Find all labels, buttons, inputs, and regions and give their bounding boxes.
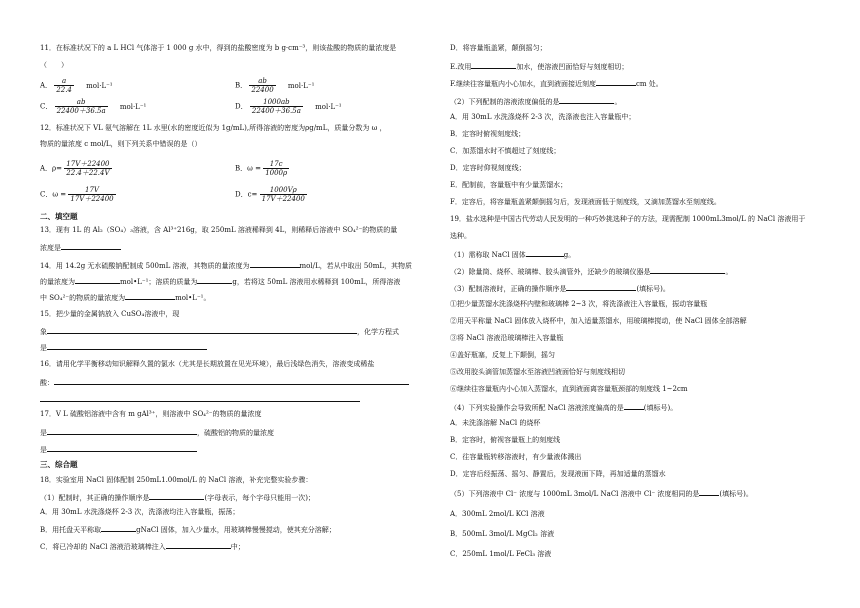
- q18-part-2-option: B．定容时俯视刻度线；: [450, 130, 526, 138]
- q18-part-2-option: E．配制前，容量瓶中有少量蒸馏水；: [450, 181, 568, 189]
- q18-step-f: F.继续往容量瓶内小心加水，直到液面接近刻度 cm 处。: [450, 80, 663, 88]
- q19-step: ②用天平称量 NaCl 固体放入烧杯中，加入适量蒸馏水，用玻璃棒搅动，使 NaCl 固体全部溶解: [450, 317, 747, 325]
- q19-part-4-option: C．往容量瓶转移溶液时，有少量液体溅出: [450, 453, 582, 461]
- q11-option-c: C． $\frac{ab}{22400+36.5a}$ mol·L⁻¹: [40, 98, 147, 115]
- q18-part-2-option: F．定容后，将容量瓶盖紧颠倒摇匀后，发现液面低于刻度线，又滴加蒸馏水至刻度线。: [450, 198, 721, 206]
- q18-part-2-option: C．加蒸馏水时不慎超过了刻度线；: [450, 147, 561, 155]
- q12-stem: 12．标准状况下 VL 氨气溶解在 1L 水里(水的密度近似为 1g/mL),所得溶液的密度为ρg/mL，质量分数为 ω ，: [40, 124, 387, 132]
- q18-step-d: D．将容量瓶盖紧，颠倒摇匀；: [450, 44, 547, 52]
- q19-part-4-option: A．未洗涤溶解 NaCl 的烧杯: [450, 419, 541, 427]
- q19-part-5-option: B．500mL 3mol/L MgCl₂ 溶液: [450, 530, 555, 538]
- q19-part-5-option: C．250mL 1mol/L FeCl₃ 溶液: [450, 550, 552, 558]
- q11-option-a: A． $\frac{a}{22.4}$ mol·L⁻¹: [40, 77, 113, 94]
- q18-step-c: C．将已冷却的 NaCl 溶液沿玻璃棒注入 中；: [40, 543, 245, 551]
- q13-stem: 13．现有 1L 的 Al₂（SO₄）₃溶液，含 Al³⁺216g，取 250mL 溶液稀释到 4L，则稀释后溶液中 SO₄²⁻的物质的量: [40, 226, 398, 234]
- q18-part-1: （1）配制时，其正确的操作顺序是 (字母表示，每个字母只能用一次)；: [40, 494, 315, 502]
- q19-part-3: （3）配制溶液时，正确的操作顺序是 (填标号)。: [450, 285, 670, 293]
- q19-part-4-option: D．定容后经振荡、摇匀、静置后，发现液面下降，再加适量的蒸馏水: [450, 470, 666, 478]
- q18-part-2: （2）下列配制的溶液浓度偏低的是 。: [450, 98, 622, 106]
- q14-line-1: 14．用 14.2g 无水硫酸钠配制成 500mL 溶液，其物质的量浓度为 mol/L，若从中取出 50mL，其物质: [40, 262, 413, 270]
- q18-part-2-option: D．定容时仰视刻度线；: [450, 164, 526, 172]
- q19-step: ①把少量蒸馏水洗涤烧杯内壁和玻璃棒 2~3 次，将洗涤液注入容量瓶，振动容量瓶: [450, 300, 708, 308]
- q19-part-4: （4）下列实验操作会导致所配 NaCl 溶液浓度偏高的是 (填标号)。: [450, 404, 678, 412]
- q19-part-5: （5）下列溶液中 Cl⁻ 浓度与 1000mL 3mol/L NaCl 溶液中 Cl⁻ 浓度相同的是 (填标号)。: [450, 490, 753, 498]
- q12-option-c: C．ω = $\frac{17V}{17V+22400}$: [40, 186, 114, 203]
- q15-line-3: 是: [40, 342, 207, 353]
- q15-stem: 15．把少量的金属钠放入 CuSO₄溶液中，现: [40, 310, 180, 318]
- q12-stem-2: 物质的量浓度 c mol/L，则下列关系中错误的是（）: [40, 140, 202, 148]
- q18-step-a: A．用 30mL 水洗涤烧杯 2-3 次，洗涤液均注入容量瓶，振荡；: [40, 508, 240, 516]
- q11-option-b: B． $\frac{ab}{22400}$ mol·L⁻¹: [235, 77, 315, 94]
- q19-step: ④盖好瓶塞，反复上下颠倒，摇匀: [450, 351, 555, 359]
- q19-part-4-option: B．定容时，俯视容量瓶上的刻度线: [450, 436, 561, 444]
- q11-option-d: D． $\frac{1000ab}{22400+36.5a}$ mol·L⁻¹: [235, 98, 342, 115]
- q14-line-2: 的量浓度为 mol•L⁻¹；溶质的质量为 g，若将这 50mL 溶液用水稀释到 100mL，所得溶液: [40, 278, 401, 286]
- section-fill-in-heading: 二、填空题: [40, 212, 78, 221]
- q14-line-3: 中 SO₄²⁻的物质的量浓度为 mol•L⁻¹。: [40, 294, 211, 302]
- q17-line-3: 是: [40, 444, 197, 455]
- q12-option-a: A．ρ= $\frac{17V+22400}{22.4+22.4V}$: [40, 160, 110, 177]
- q19-step: ⑤改用胶头滴管加蒸馏水至溶液凹液面恰好与刻度线相切: [450, 368, 625, 376]
- section-comprehensive-heading: 三、综合题: [40, 460, 78, 469]
- q18-stem: 18．实验室用 NaCl 固体配制 250mL1.00mol/L 的 NaCl 溶液，补充完整实验步骤：: [40, 476, 313, 484]
- q13-stem-2: 浓度是: [40, 242, 121, 253]
- q17-line-2: 是 ，硫酸铝的物质的量浓度: [40, 429, 274, 437]
- q11-paren: （ ）: [40, 61, 68, 69]
- q19-stem-2: 选种。: [450, 232, 471, 240]
- q18-step-e: E.改用 加水，使溶液凹面恰好与刻度相切；: [450, 63, 629, 71]
- q19-part-5-option: A．300mL 2mol/L KCl 溶液: [450, 510, 545, 518]
- q18-step-b: B．用托盘天平称取 gNaCl 固体，加入少量水，用玻璃棒慢慢搅动，使其充分溶解；: [40, 526, 336, 534]
- q16-line-3: [40, 394, 360, 405]
- q12-option-d: D．c= $\frac{1000V\rho}{17V+22400}$: [235, 186, 305, 203]
- q19-step: ③将 NaCl 溶液沿玻璃棒注入容量瓶: [450, 334, 564, 342]
- q18-part-2-option: A．用 30mL 水洗涤烧杯 2-3 次，洗涤液也注入容量瓶中；: [450, 113, 636, 121]
- q19-part-1: （1）需称取 NaCl 固体 g。: [450, 251, 576, 259]
- q19-part-2: （2）除量筒、烧杯、玻璃棒、胶头滴管外，还缺少的玻璃仪器是 。: [450, 268, 733, 276]
- q16-line-2: 酸：: [40, 377, 409, 388]
- q17-stem: 17．V L 硫酸铝溶液中含有 m gAl³⁺，则溶液中 SO₄²⁻的物质的量浓度: [40, 410, 262, 418]
- q19-step: ⑥继续往容量瓶内小心加入蒸馏水，直到液面离容量瓶颈部的刻度线 1~2cm: [450, 385, 688, 393]
- q11-stem: 11．在标准状况下的 a L HCl 气体溶于 1 000 g 水中，得到的盐酸密度为 b g·cm⁻³，则该盐酸的物质的量浓度是: [40, 44, 397, 52]
- q15-line-2: 象 ，化学方程式: [40, 328, 399, 336]
- q12-option-b: B．ω = $\frac{17c}{1000\rho}$: [235, 160, 288, 177]
- q19-stem: 19．盐水选种是中国古代劳动人民发明的一种巧妙挑选种子的方法，现需配制 1000mL3mol/L 的 NaCl 溶液用于: [450, 215, 806, 223]
- q16-stem: 16．请用化学平衡移动知识解释久置的氯水（尤其是长期放置在见光环境），最后浅绿色消失，溶液变成稀盐: [40, 360, 375, 368]
